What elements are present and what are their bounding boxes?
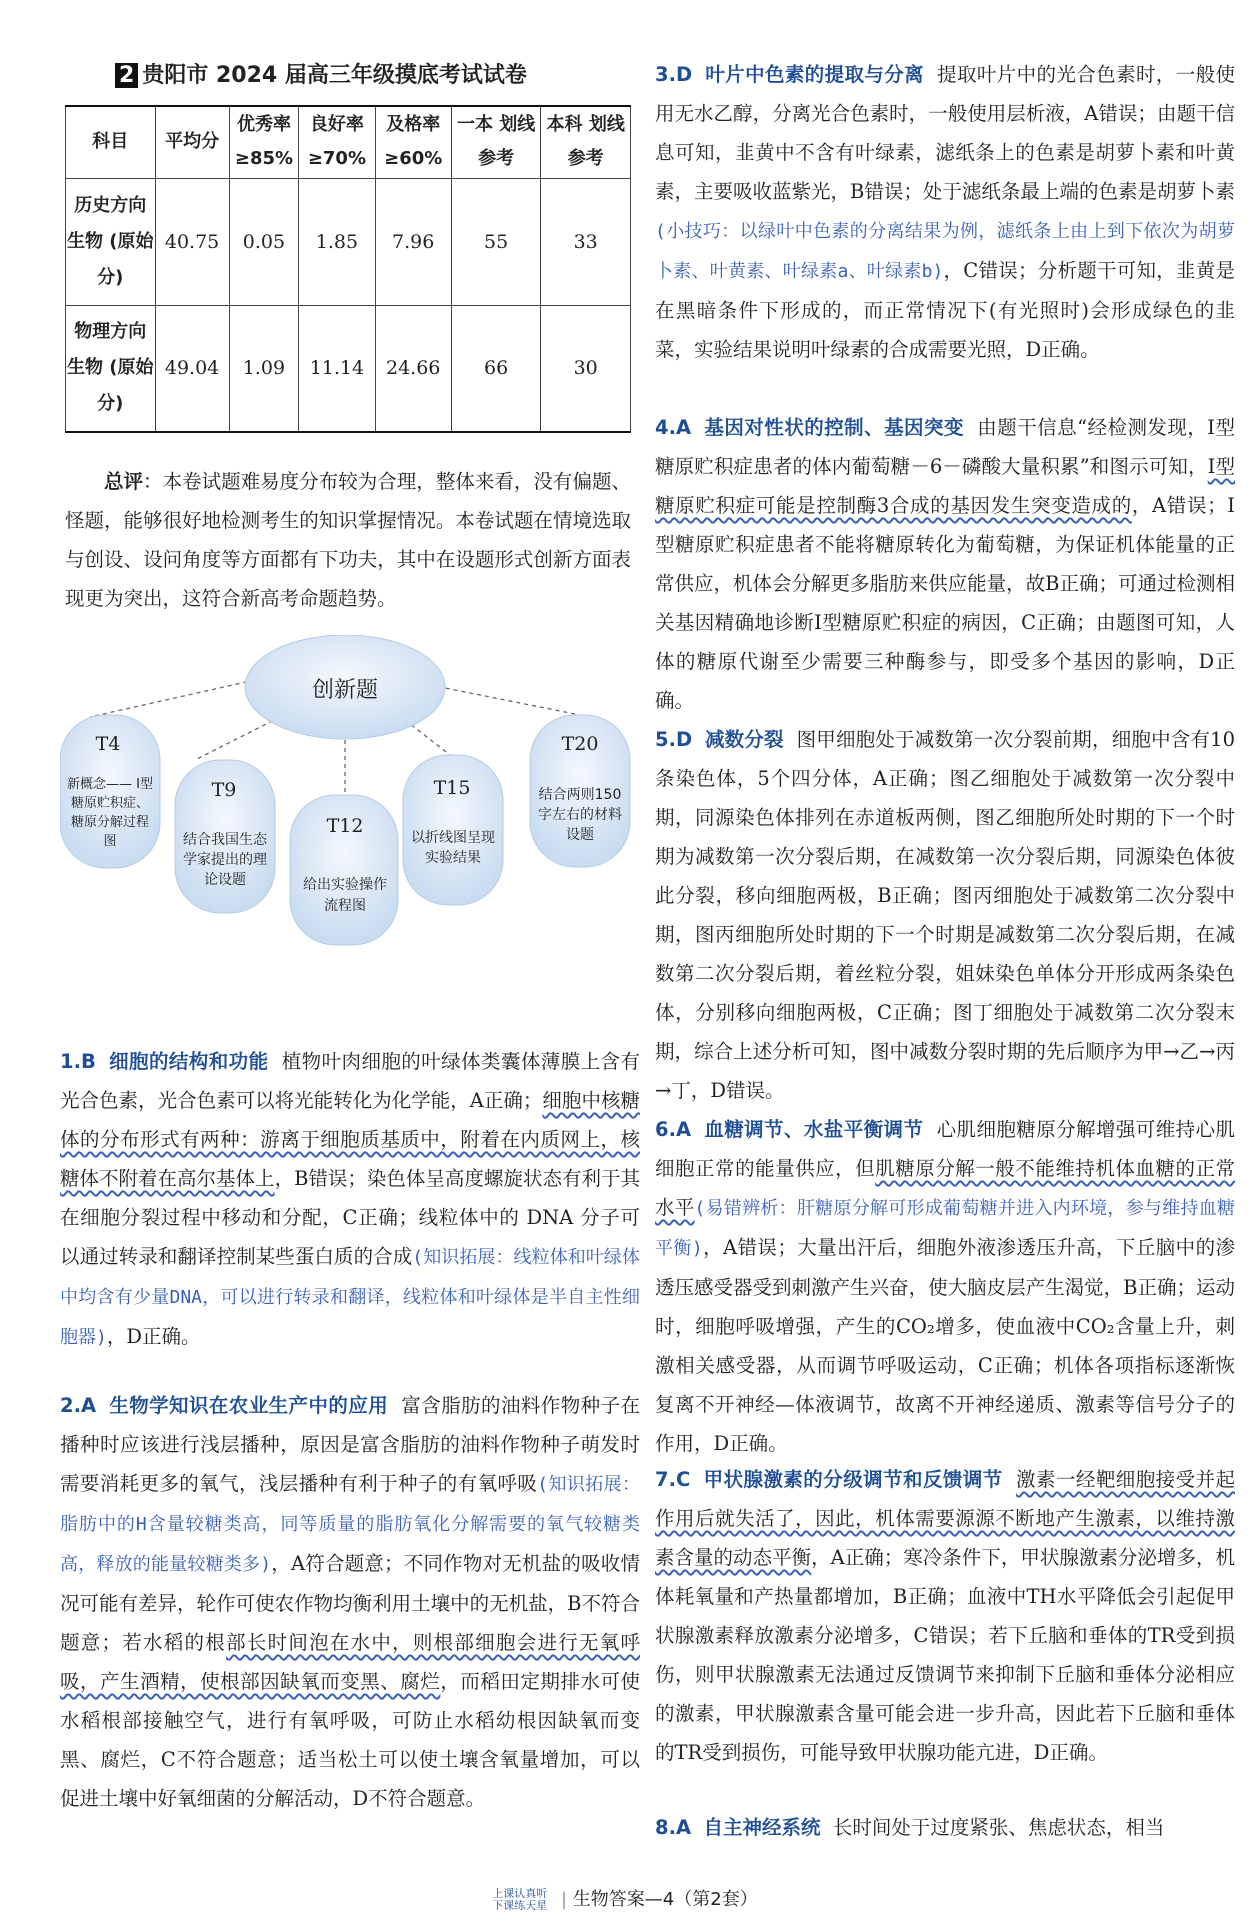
table-cell: 30 [541, 305, 631, 432]
answer-6 [655, 1110, 1235, 1463]
node-t9-box [180, 830, 270, 910]
answer-text: 富含脂肪的油料作物种子在播种时应该进行浅层播种，原因是富含脂肪的油料作物种子萌发时需要消耗更多的氧气，浅层播种有利于种子的有氧呼吸 [60, 1394, 640, 1495]
answer-tip: (易错辨析：肝糖原分解可形成葡萄糖并进入内环境，参与维持血糖平衡) [655, 1198, 1235, 1259]
answer-number: 4.A [655, 416, 692, 439]
table-cell: 66 [451, 305, 541, 432]
node-t4-box [66, 775, 154, 865]
node-t4-text: 新概念—— Ⅰ型糖原贮积症、糖原分解过程图 [67, 777, 153, 849]
page-number: 生物答案—4（第2套） [572, 1889, 758, 1910]
exam-title-text: 贵阳市 2024 届高三年级摸底考试试卷 [142, 63, 527, 88]
answer-tip: (知识拓展：脂肪中的H含量较糖类高，同等质量的脂肪氧化分解需要的氧气较糖类高，释放的能量较糖类多) [60, 1474, 640, 1575]
answer-number: 6.A [655, 1118, 692, 1141]
answer-text: ，A正确；寒冷条件下，甲状腺激素分泌增多，机体耗氧量和产热量都增加，B正确；血液中TH水平降低会引起促甲状腺激素释放激素分泌增多，C错误；若下丘脑和垂体的TR受到损伤，则甲状腺激素无法通过反馈调节来抑制下丘脑和垂体分泌相应的激素，甲状腺激素含量可能会进一步升高，因此若下丘脑和垂体的TR受到损伤，可能导致甲状腺功能亢进，D正确。 [655, 1546, 1235, 1764]
innovation-diagram [60, 635, 640, 1035]
answer-text: ，A符合题意；不同作物对无机盐的吸收情况可能有差异，轮作可使农作物均衡利用土壤中的无机盐，B不符合题意；若水稻的根 [60, 1552, 640, 1654]
answer-number: 1.B [60, 1050, 96, 1073]
answer-text: ，A错误；Ⅰ型糖原贮积症患者不能将糖原转化为葡萄糖，为保证机体能量的正常供应，机体会分解更多脂肪来供应能量，故B正确；可通过检测相关基因精确地诊断Ⅰ型糖原贮积症的病因，C正确；由题图可知，人体的糖原代谢至少需要三种酶参与，即受多个基因的影响，D正确。 [655, 494, 1235, 712]
table-cell: 24.66 [375, 305, 451, 432]
score-table [65, 105, 631, 433]
exam-badge: 2 [115, 63, 138, 88]
table-cell: 49.04 [155, 305, 229, 432]
answer-topic: 叶片中色素的提取与分离 [705, 63, 924, 86]
answer-text: 图甲细胞处于减数第一次分裂前期，细胞中含有10条染色体，5个四分体，A正确；图乙细胞处于减数第一次分裂中期，同源染色体排列在赤道板两侧，图乙细胞所处时期的下一个时期为减数第一次分裂后期，在减数第一次分裂后期，同源染色体彼此分裂，移向细胞两极，B正确；图丙细胞处于减数第二次分裂中期，图丙细胞所处时期的下一个时期是减数第二次分裂后期，在减数第二次分裂后期，着丝粒分裂，姐妹染色单体分开形成两条染色体，分别移向细胞两极，C正确；图丁细胞处于减数第二次分裂末期，综合上述分析可知，图中减数分裂时期的先后顺序为甲→乙→丙→丁，D错误。 [655, 728, 1235, 1102]
answer-text: ，B错误；染色体呈高度螺旋状态有利于其在细胞分裂过程中移动和分配，C正确；线粒体中的 DNA 分子可以通过转录和翻译控制某些蛋白质的合成 [60, 1167, 640, 1268]
table-cell: 40.75 [155, 178, 229, 305]
answer-text: ，D正确。 [106, 1325, 201, 1348]
answer-topic: 甲状腺激素的分级调节和反馈调节 [703, 1468, 1003, 1491]
page-footer [0, 1885, 1250, 1912]
node-t15-id: T15 [433, 777, 471, 799]
summary-paragraph [65, 462, 631, 618]
exam-title [115, 58, 527, 89]
node-t9-id: T9 [211, 779, 237, 801]
node-t20-id: T20 [561, 733, 599, 755]
answer-7 [655, 1460, 1235, 1772]
diagram-center: 创新题 [311, 678, 379, 703]
answer-topic: 生物学知识在农业生产中的应用 [109, 1394, 389, 1417]
table-cell: 0.05 [229, 178, 299, 305]
table-cell: 55 [451, 178, 541, 305]
table-header: 一本 划线参考 [451, 106, 541, 178]
answer-2 [60, 1386, 640, 1818]
answer-key-point: 激素一经靶细胞接受并起作用后就失活了，因此，机体需要源源不断地产生激素，以维持激素含量的动态平衡 [655, 1468, 1235, 1569]
table-cell: 7.96 [375, 178, 451, 305]
node-t9-text: 结合我国生态学家提出的理论设题 [183, 832, 267, 888]
table-header: 优秀率 ≥85% [229, 106, 299, 178]
answer-text: 长时间处于过度紧张、焦虑状态，相当 [832, 1816, 1165, 1839]
table-header: 科目 [66, 106, 156, 178]
node-t12-box [300, 875, 390, 935]
table-header: 良好率 ≥70% [299, 106, 375, 178]
answer-text: 心肌细胞糖原分解增强可维持心肌细胞正常的能量供应，但 [655, 1118, 1235, 1180]
answer-text: ，而稻田定期排水可使水稻根部接触空气，进行有氧呼吸，可防止水稻幼根因缺氧而变黑、腐烂，C不符合题意；适当松土可以使土壤含氧量增加，可以促进土壤中好氧细菌的分解活动，D不符合题意。 [60, 1670, 640, 1810]
answer-key-point: 肌糖原分解一般不能维持机体血糖的正常水平 [655, 1157, 1235, 1219]
node-t15-text: 以折线图呈现实验结果 [411, 830, 495, 866]
answer-key-point: 细胞中核糖体的分布形式有两种：游离于细胞质基质中，附着在内质网上，核糖体不附着在高尔基体上 [60, 1089, 640, 1190]
table-cell: 11.14 [299, 305, 375, 432]
table-cell: 物理方向 生物 (原始分) [66, 305, 156, 432]
answer-tip: (小技巧：以绿叶中色素的分离结果为例，滤纸条上由上到下依次为胡萝卜素、叶黄素、叶绿素a、叶绿素b) [655, 221, 1235, 282]
logo-line-2: 下课练天星 [492, 1899, 548, 1912]
answer-text: 由题干信息“经检测发现，Ⅰ型糖原贮积症患者的体内葡萄糖－6－磷酸大量积累”和图示可知， [655, 416, 1235, 478]
answer-topic: 细胞的结构和功能 [109, 1050, 269, 1073]
answer-number: 8.A [655, 1816, 692, 1839]
node-t20-box [536, 785, 624, 865]
answer-8 [655, 1808, 1235, 1847]
answer-number: 7.C [655, 1468, 691, 1491]
footer-divider: | [561, 1889, 568, 1910]
summary-text: ：本卷试题难易度分布较为合理，整体来看，没有偏题、怪题，能够很好地检测考生的知识掌握情况。本卷试题在情境选取与创设、设问角度等方面都有下功夫，其中在设题形式创新方面表现更为突出，这符合新高考命题趋势。 [65, 470, 631, 610]
answer-topic: 减数分裂 [704, 728, 784, 751]
answer-key-point: 部长时间泡在水中，则根部细胞会进行无氧呼吸，产生酒精，使根部因缺氧而变黑、腐烂 [60, 1631, 640, 1693]
answer-number: 5.D [655, 728, 693, 751]
answer-topic: 自主神经系统 [703, 1816, 821, 1839]
answer-text: ，A错误；大量出汗后，细胞外液渗透压升高，下丘脑中的渗透压感受器受到刺激产生兴奋，使大脑皮层产生渴觉，B正确；运动时，细胞呼吸增强，产生的CO₂增多，使血液中CO₂含量上升，刺激相关感受器，从而调节呼吸运动，C正确；机体各项指标逐渐恢复离不开神经—体液调节，故离不开神经递质、激素等信号分子的作用，D正确。 [655, 1236, 1235, 1455]
answer-4 [655, 408, 1235, 720]
node-t4-id: T4 [95, 733, 121, 755]
summary-label: 总评 [104, 470, 144, 493]
answer-key-point: Ⅰ型糖原贮积症可能是控制酶3合成的基因发生突变造成的 [655, 455, 1235, 517]
answer-topic: 血糖调节、水盐平衡调节 [704, 1118, 924, 1141]
table-header: 平均分 [155, 106, 229, 178]
table-cell: 1.09 [229, 305, 299, 432]
answer-text: ，C错误；分析题干可知，韭黄是在黑暗条件下形成的，而正常情况下(有光照时)会形成绿色的韭菜，实验结果说明叶绿素的合成需要光照，D正确。 [655, 259, 1235, 361]
answer-5 [655, 720, 1235, 1110]
answer-text: 植物叶肉细胞的叶绿体类囊体薄膜上含有光合色素，光合色素可以将光能转化为化学能，A正确； [60, 1050, 640, 1112]
brand-logo [492, 1888, 547, 1912]
answer-topic: 基因对性状的控制、基因突变 [704, 416, 964, 439]
node-t12-text: 给出实验操作流程图 [303, 877, 387, 914]
table-cell: 33 [541, 178, 631, 305]
table-cell: 1.85 [299, 178, 375, 305]
table-header: 本科 划线参考 [541, 106, 631, 178]
table-cell: 历史方向 生物 (原始分) [66, 178, 156, 305]
table-header: 及格率 ≥60% [375, 106, 451, 178]
answer-number: 3.D [655, 63, 693, 86]
answer-text: 提取叶片中的光合色素时，一般使用无水乙醇，分离光合色素时，一般使用层析液，A错误；由题干信息可知，韭黄中不含有叶绿素，滤纸条上的色素是胡萝卜素和叶黄素，主要吸收蓝紫光，B错误；处于滤纸条最上端的色素是胡萝卜素 [655, 63, 1235, 203]
answer-number: 2.A [60, 1394, 97, 1417]
logo-line-1: 上课认真听 [492, 1887, 548, 1900]
answer-1 [60, 1042, 640, 1357]
node-t12-id: T12 [326, 815, 364, 837]
table-row [66, 178, 631, 305]
answer-3 [655, 55, 1235, 369]
table-row [66, 305, 631, 432]
node-t15-box [410, 828, 496, 888]
node-t20-text: 结合两则150字左右的材料设题 [538, 787, 622, 843]
table-header-row [66, 106, 631, 178]
answer-tip: (知识拓展：线粒体和叶绿体中均含有少量DNA，可以进行转录和翻译，线粒体和叶绿体是半自主性细胞器) [60, 1247, 640, 1348]
